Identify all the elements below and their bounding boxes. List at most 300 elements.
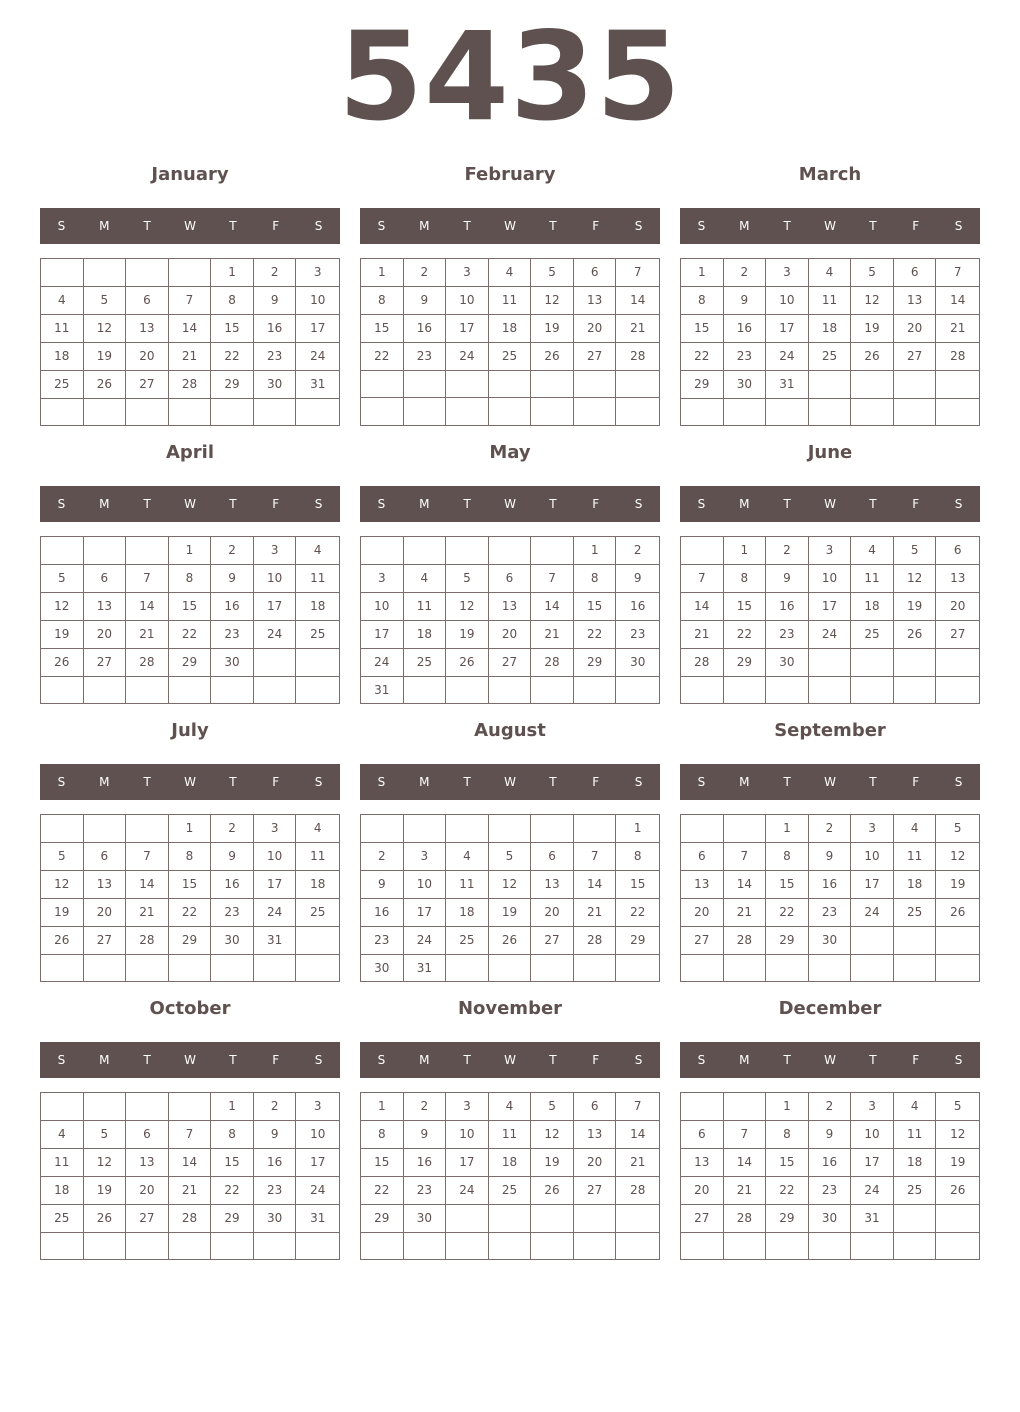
empty-day-cell — [809, 1233, 852, 1259]
day-cell: 10 — [446, 1121, 489, 1149]
day-cell: 31 — [766, 371, 809, 399]
month-name: May — [489, 442, 531, 463]
empty-day-cell — [936, 649, 979, 677]
day-cell: 30 — [766, 649, 809, 677]
day-cell: 21 — [574, 899, 617, 927]
empty-day-cell — [766, 677, 809, 703]
day-cell: 21 — [616, 315, 659, 343]
day-cell: 30 — [809, 927, 852, 955]
day-cell: 26 — [936, 1177, 979, 1205]
empty-day-cell — [446, 677, 489, 704]
weekday-label: M — [419, 497, 430, 511]
empty-day-cell — [894, 399, 937, 425]
day-cell: 3 — [254, 815, 297, 843]
day-cell: 18 — [894, 871, 937, 899]
weekday-label: S — [314, 775, 323, 789]
day-cell: 11 — [809, 287, 852, 315]
day-cell: 12 — [936, 843, 979, 871]
empty-day-cell — [211, 399, 254, 425]
empty-day-cell — [404, 537, 447, 565]
day-cell: 7 — [724, 1121, 767, 1149]
weekday-label: W — [184, 497, 196, 511]
day-cell: 2 — [211, 815, 254, 843]
day-cell: 2 — [616, 537, 659, 565]
empty-day-cell — [296, 955, 339, 981]
day-cell: 16 — [254, 1149, 297, 1177]
day-cell: 23 — [211, 621, 254, 649]
weekday-label: S — [377, 775, 386, 789]
day-cell: 25 — [446, 927, 489, 955]
day-cell: 7 — [169, 287, 212, 315]
empty-day-cell — [531, 371, 574, 398]
day-cell: 14 — [126, 871, 169, 899]
day-cell: 20 — [489, 621, 532, 649]
empty-day-cell — [169, 1233, 212, 1259]
day-cell: 5 — [84, 287, 127, 315]
month-name: August — [474, 720, 546, 741]
day-cell: 14 — [681, 593, 724, 621]
day-cell: 3 — [254, 537, 297, 565]
day-cell: 1 — [766, 815, 809, 843]
day-cell: 27 — [936, 621, 979, 649]
empty-day-cell — [531, 955, 574, 982]
weekday-label: F — [592, 775, 600, 789]
day-cell: 3 — [296, 1093, 339, 1121]
day-cell: 8 — [169, 843, 212, 871]
day-cell: 29 — [211, 1205, 254, 1233]
empty-day-cell — [531, 537, 574, 565]
day-cell: 17 — [851, 1149, 894, 1177]
empty-day-cell — [809, 649, 852, 677]
day-cell: 9 — [361, 871, 404, 899]
day-cell: 3 — [404, 843, 447, 871]
empty-day-cell — [254, 677, 297, 703]
day-cell: 26 — [851, 343, 894, 371]
day-cell: 13 — [126, 1149, 169, 1177]
weekday-label: S — [634, 1053, 643, 1067]
empty-day-cell — [211, 1233, 254, 1259]
empty-day-cell — [681, 955, 724, 981]
day-cell: 21 — [616, 1149, 659, 1177]
day-cell: 12 — [894, 565, 937, 593]
day-cell: 30 — [211, 927, 254, 955]
day-cell: 9 — [616, 565, 659, 593]
day-cell: 18 — [296, 871, 339, 899]
day-cell: 15 — [211, 315, 254, 343]
weekday-label: M — [99, 1053, 110, 1067]
weekday-label: T — [143, 219, 151, 233]
day-cell: 26 — [894, 621, 937, 649]
day-cell: 1 — [766, 1093, 809, 1121]
empty-day-cell — [404, 1233, 447, 1259]
weekday-label: S — [697, 497, 706, 511]
day-cell: 17 — [296, 1149, 339, 1177]
weekday-label: W — [504, 775, 516, 789]
weekday-label: T — [869, 219, 877, 233]
day-cell: 17 — [361, 621, 404, 649]
empty-day-cell — [724, 1233, 767, 1259]
empty-day-cell — [936, 1233, 979, 1259]
empty-day-cell — [41, 815, 84, 843]
day-cell: 18 — [296, 593, 339, 621]
day-cell: 22 — [616, 899, 659, 927]
empty-day-cell — [254, 1233, 297, 1259]
day-cell: 27 — [894, 343, 937, 371]
empty-day-cell — [41, 955, 84, 981]
empty-day-cell — [446, 398, 489, 425]
day-cell: 23 — [809, 899, 852, 927]
day-cell: 26 — [446, 649, 489, 677]
weekday-label: T — [229, 1053, 237, 1067]
day-cell: 11 — [894, 843, 937, 871]
day-cell: 12 — [84, 315, 127, 343]
day-cell: 15 — [616, 871, 659, 899]
empty-day-cell — [84, 259, 127, 287]
weekday-label: F — [912, 775, 920, 789]
day-cell: 5 — [531, 259, 574, 287]
day-cell: 17 — [254, 593, 297, 621]
day-cell: 18 — [894, 1149, 937, 1177]
day-cell: 31 — [361, 677, 404, 704]
weekday-label: M — [99, 775, 110, 789]
empty-day-cell — [616, 955, 659, 982]
day-cell: 20 — [84, 899, 127, 927]
day-cell: 27 — [126, 371, 169, 399]
empty-day-cell — [489, 537, 532, 565]
day-cell: 28 — [616, 1177, 659, 1205]
day-cell: 10 — [809, 565, 852, 593]
weekday-label: S — [314, 1053, 323, 1067]
empty-day-cell — [616, 1205, 659, 1233]
day-cell: 13 — [894, 287, 937, 315]
weekday-label: S — [314, 219, 323, 233]
day-cell: 15 — [766, 1149, 809, 1177]
weekday-label: T — [463, 497, 471, 511]
day-cell: 1 — [681, 259, 724, 287]
day-cell: 26 — [531, 1177, 574, 1205]
day-cell: 13 — [126, 315, 169, 343]
weekday-header — [680, 208, 980, 244]
month-name: October — [149, 998, 231, 1019]
weekday-label: W — [184, 219, 196, 233]
empty-day-cell — [936, 677, 979, 703]
day-cell: 15 — [211, 1149, 254, 1177]
empty-day-cell — [296, 649, 339, 677]
day-cell: 11 — [489, 287, 532, 315]
empty-day-cell — [361, 537, 404, 565]
day-cell: 20 — [84, 621, 127, 649]
weekday-label: F — [272, 219, 280, 233]
day-cell: 11 — [894, 1121, 937, 1149]
empty-day-cell — [809, 955, 852, 981]
empty-day-cell — [574, 955, 617, 982]
day-cell: 4 — [489, 259, 532, 287]
day-cell: 8 — [766, 1121, 809, 1149]
day-cell: 1 — [361, 1093, 404, 1121]
day-cell: 20 — [681, 899, 724, 927]
day-cell: 2 — [809, 815, 852, 843]
day-cell: 23 — [211, 899, 254, 927]
day-cell: 8 — [681, 287, 724, 315]
empty-day-cell — [489, 371, 532, 398]
day-cell: 26 — [41, 649, 84, 677]
day-cell: 16 — [766, 593, 809, 621]
day-cell: 18 — [446, 899, 489, 927]
day-cell: 6 — [574, 1093, 617, 1121]
day-cell: 31 — [296, 1205, 339, 1233]
day-cell: 13 — [84, 871, 127, 899]
day-cell: 5 — [894, 537, 937, 565]
day-cell: 21 — [126, 621, 169, 649]
weekday-label: S — [954, 219, 963, 233]
day-cell: 2 — [254, 259, 297, 287]
empty-day-cell — [574, 1233, 617, 1259]
day-cell: 14 — [616, 287, 659, 315]
day-cell: 16 — [809, 1149, 852, 1177]
empty-day-cell — [809, 371, 852, 399]
day-cell: 20 — [531, 899, 574, 927]
day-cell: 19 — [936, 1149, 979, 1177]
day-cell: 25 — [489, 1177, 532, 1205]
day-cell: 12 — [41, 871, 84, 899]
empty-day-cell — [489, 1205, 532, 1233]
day-cell: 23 — [361, 927, 404, 955]
day-cell: 8 — [361, 287, 404, 315]
day-cell: 3 — [446, 259, 489, 287]
day-cell: 1 — [169, 537, 212, 565]
weekday-label: S — [697, 219, 706, 233]
day-cell: 6 — [126, 287, 169, 315]
empty-day-cell — [446, 1233, 489, 1259]
weekday-label: F — [912, 219, 920, 233]
day-cell: 9 — [404, 287, 447, 315]
day-cell: 21 — [724, 899, 767, 927]
day-cell: 25 — [851, 621, 894, 649]
day-cell: 25 — [489, 343, 532, 371]
day-cell: 20 — [574, 315, 617, 343]
weekday-header — [40, 486, 340, 522]
day-cell: 1 — [361, 259, 404, 287]
weekday-label: S — [697, 775, 706, 789]
empty-day-cell — [126, 1093, 169, 1121]
empty-day-cell — [766, 1233, 809, 1259]
day-cell: 4 — [296, 815, 339, 843]
weekday-label: S — [57, 219, 66, 233]
empty-day-cell — [894, 677, 937, 703]
empty-day-cell — [724, 955, 767, 981]
day-cell: 20 — [126, 343, 169, 371]
day-cell: 7 — [681, 565, 724, 593]
empty-day-cell — [126, 1233, 169, 1259]
empty-day-cell — [681, 537, 724, 565]
day-cell: 28 — [169, 1205, 212, 1233]
empty-day-cell — [84, 399, 127, 425]
day-cell: 9 — [211, 565, 254, 593]
day-cell: 24 — [766, 343, 809, 371]
empty-day-cell — [84, 677, 127, 703]
day-cell: 5 — [84, 1121, 127, 1149]
day-cell: 23 — [404, 1177, 447, 1205]
day-cell: 25 — [296, 899, 339, 927]
day-cell: 29 — [574, 649, 617, 677]
day-cell: 22 — [211, 343, 254, 371]
day-cell: 13 — [681, 871, 724, 899]
day-cell: 8 — [169, 565, 212, 593]
empty-day-cell — [531, 398, 574, 425]
day-cell: 23 — [254, 343, 297, 371]
day-cell: 13 — [84, 593, 127, 621]
empty-day-cell — [724, 399, 767, 425]
weekday-label: T — [783, 1053, 791, 1067]
empty-day-cell — [936, 1205, 979, 1233]
weekday-label: F — [912, 497, 920, 511]
day-cell: 5 — [851, 259, 894, 287]
day-cell: 29 — [724, 649, 767, 677]
day-cell: 21 — [169, 343, 212, 371]
empty-day-cell — [169, 955, 212, 981]
day-cell: 28 — [936, 343, 979, 371]
weekday-label: W — [504, 219, 516, 233]
day-cell: 8 — [574, 565, 617, 593]
day-cell: 14 — [169, 315, 212, 343]
day-cell: 26 — [84, 371, 127, 399]
day-cell: 24 — [851, 1177, 894, 1205]
day-cell: 10 — [296, 287, 339, 315]
empty-day-cell — [84, 815, 127, 843]
day-cell: 3 — [446, 1093, 489, 1121]
weekday-label: W — [184, 775, 196, 789]
day-cell: 11 — [446, 871, 489, 899]
day-cell: 3 — [851, 815, 894, 843]
day-cell: 29 — [169, 927, 212, 955]
day-cell: 28 — [574, 927, 617, 955]
empty-day-cell — [766, 399, 809, 425]
day-cell: 8 — [211, 287, 254, 315]
day-cell: 29 — [361, 1205, 404, 1233]
day-cell: 27 — [574, 1177, 617, 1205]
day-cell: 26 — [84, 1205, 127, 1233]
day-cell: 9 — [766, 565, 809, 593]
empty-day-cell — [446, 1205, 489, 1233]
day-cell: 13 — [574, 287, 617, 315]
month-name: April — [165, 442, 215, 463]
month-name: February — [464, 164, 556, 185]
empty-day-cell — [361, 1233, 404, 1259]
day-cell: 30 — [254, 1205, 297, 1233]
day-cell: 4 — [894, 815, 937, 843]
empty-day-cell — [404, 371, 447, 398]
empty-day-cell — [936, 955, 979, 981]
day-cell: 9 — [809, 843, 852, 871]
day-cell: 23 — [404, 343, 447, 371]
empty-day-cell — [169, 259, 212, 287]
day-cell: 5 — [936, 1093, 979, 1121]
day-cell: 24 — [446, 343, 489, 371]
day-cell: 31 — [851, 1205, 894, 1233]
weekday-label: M — [419, 1053, 430, 1067]
day-cell: 9 — [724, 287, 767, 315]
day-cell: 21 — [936, 315, 979, 343]
empty-day-cell — [126, 537, 169, 565]
day-cell: 1 — [616, 815, 659, 843]
day-cell: 6 — [681, 843, 724, 871]
day-grid — [680, 536, 980, 704]
day-cell: 7 — [616, 259, 659, 287]
day-cell: 29 — [766, 1205, 809, 1233]
empty-day-cell — [84, 1233, 127, 1259]
empty-day-cell — [574, 1205, 617, 1233]
empty-day-cell — [361, 398, 404, 425]
day-cell: 27 — [531, 927, 574, 955]
weekday-label: S — [634, 219, 643, 233]
empty-day-cell — [531, 677, 574, 704]
empty-day-cell — [126, 815, 169, 843]
day-cell: 21 — [724, 1177, 767, 1205]
empty-day-cell — [404, 815, 447, 843]
day-cell: 2 — [254, 1093, 297, 1121]
weekday-label: S — [634, 497, 643, 511]
day-cell: 7 — [574, 843, 617, 871]
empty-day-cell — [169, 1093, 212, 1121]
day-cell: 27 — [574, 343, 617, 371]
year-title: 5435 — [338, 6, 682, 148]
day-cell: 11 — [851, 565, 894, 593]
weekday-label: T — [143, 497, 151, 511]
empty-day-cell — [446, 815, 489, 843]
empty-day-cell — [894, 955, 937, 981]
day-cell: 24 — [254, 621, 297, 649]
day-cell: 24 — [851, 899, 894, 927]
day-cell: 2 — [361, 843, 404, 871]
empty-day-cell — [766, 955, 809, 981]
day-cell: 6 — [531, 843, 574, 871]
day-cell: 17 — [446, 1149, 489, 1177]
day-cell: 6 — [894, 259, 937, 287]
day-cell: 20 — [574, 1149, 617, 1177]
day-cell: 16 — [361, 899, 404, 927]
empty-day-cell — [211, 955, 254, 981]
empty-day-cell — [296, 1233, 339, 1259]
empty-day-cell — [894, 371, 937, 399]
empty-day-cell — [616, 677, 659, 704]
empty-day-cell — [851, 399, 894, 425]
day-cell: 29 — [766, 927, 809, 955]
day-cell: 7 — [169, 1121, 212, 1149]
day-cell: 24 — [296, 343, 339, 371]
day-cell: 16 — [616, 593, 659, 621]
day-cell: 4 — [404, 565, 447, 593]
day-cell: 13 — [489, 593, 532, 621]
day-grid — [40, 1092, 340, 1260]
empty-day-cell — [211, 677, 254, 703]
day-cell: 17 — [809, 593, 852, 621]
day-cell: 25 — [894, 899, 937, 927]
empty-day-cell — [446, 537, 489, 565]
day-cell: 15 — [361, 1149, 404, 1177]
empty-day-cell — [681, 1093, 724, 1121]
day-grid — [360, 1092, 660, 1260]
weekday-label: M — [739, 775, 750, 789]
day-cell: 7 — [531, 565, 574, 593]
day-cell: 12 — [851, 287, 894, 315]
day-cell: 26 — [41, 927, 84, 955]
weekday-label: T — [783, 219, 791, 233]
day-cell: 20 — [894, 315, 937, 343]
day-cell: 2 — [211, 537, 254, 565]
day-cell: 11 — [404, 593, 447, 621]
empty-day-cell — [254, 649, 297, 677]
day-cell: 9 — [254, 287, 297, 315]
